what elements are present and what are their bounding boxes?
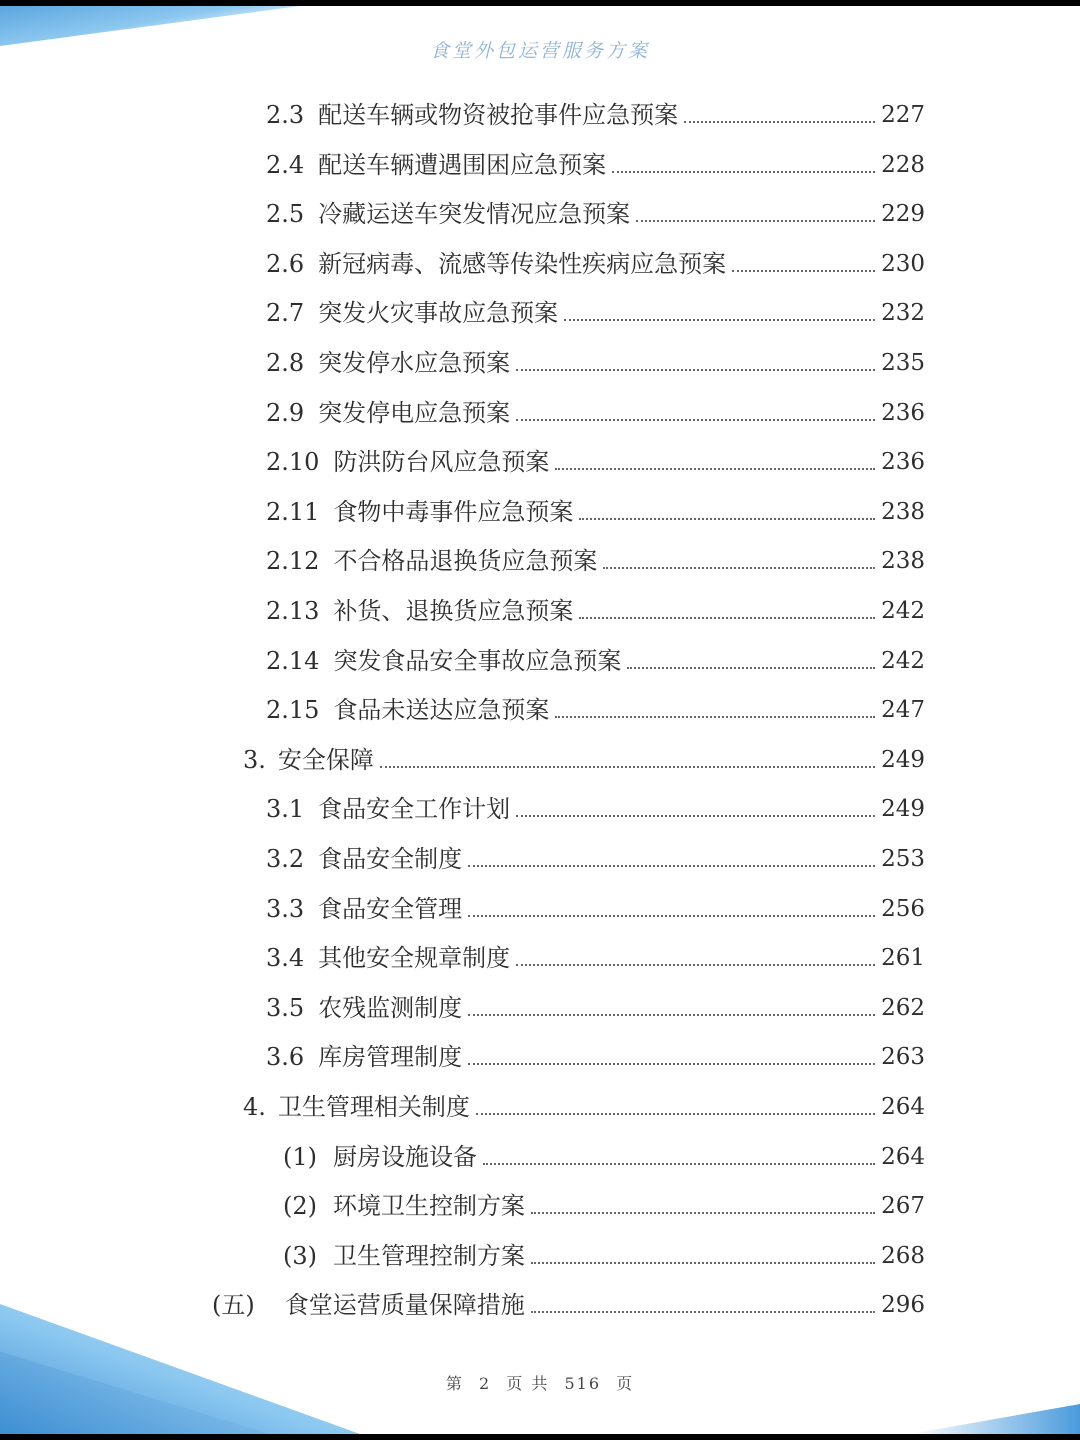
toc-entry-page-number: 249 <box>881 796 925 823</box>
toc-entry-page-number: 268 <box>881 1242 925 1269</box>
toc-dot-leader <box>516 815 875 817</box>
toc-entry-page-number: 232 <box>881 300 925 327</box>
toc-dot-leader <box>564 319 875 321</box>
toc-entry-title: 食品安全工作计划 <box>318 795 511 824</box>
toc-dot-leader <box>579 518 875 520</box>
toc-entry-title: 突发停电应急预案 <box>318 398 511 427</box>
toc-entry-title: 库房管理制度 <box>318 1043 463 1072</box>
toc-entry-number: 2.5 <box>266 200 305 229</box>
toc-dot-leader <box>531 1311 875 1313</box>
toc-entry-page-number: 230 <box>881 250 925 277</box>
toc-entry-page-number: 227 <box>881 102 925 128</box>
toc-dot-leader <box>603 567 875 569</box>
toc-entry-page-number: 238 <box>881 498 925 525</box>
toc-dot-leader <box>516 964 875 966</box>
footer-middle: 页 共 <box>506 1374 550 1393</box>
toc-dot-leader <box>732 270 875 272</box>
toc-dot-leader <box>516 419 875 421</box>
toc-entry-page-number: 242 <box>881 647 925 674</box>
toc-entry-number: (3) <box>283 1241 317 1270</box>
toc-entry-page-number: 228 <box>881 151 925 178</box>
toc-entry-title: 厨房设施设备 <box>333 1142 477 1171</box>
toc-entry-number: 2.11 <box>266 497 320 526</box>
toc-entry[interactable] <box>212 1280 925 1320</box>
toc-entry-page-number: 242 <box>881 598 925 624</box>
toc-entry-number: (五) <box>212 1291 255 1320</box>
toc-entry-number: 3.2 <box>266 845 305 873</box>
footer-suffix: 页 <box>616 1374 635 1393</box>
decorative-corner-bottom-right <box>910 1404 1080 1434</box>
toc-entry-number: 2.7 <box>266 299 305 328</box>
toc-entry[interactable] <box>266 685 925 725</box>
page-footer <box>0 1371 1080 1394</box>
toc-entry[interactable] <box>266 586 925 626</box>
toc-dot-leader <box>476 1113 875 1115</box>
toc-entry-page-number: 256 <box>881 895 925 922</box>
toc-dot-leader <box>555 468 875 470</box>
document-page <box>0 6 1080 1434</box>
toc-entry-page-number: 263 <box>881 1044 925 1071</box>
toc-entry-title: 食物中毒事件应急预案 <box>333 497 574 526</box>
toc-entry-title: 配送车辆或物资被抢事件应急预案 <box>318 101 679 129</box>
toc-dot-leader <box>531 1212 875 1214</box>
toc-entry[interactable] <box>266 437 925 477</box>
toc-entry-title: 防洪防台风应急预案 <box>333 448 550 477</box>
toc-entry[interactable] <box>266 239 925 279</box>
toc-entry-page-number: 296 <box>881 1292 925 1319</box>
toc-dot-leader <box>579 617 875 619</box>
toc-entry-number: 2.10 <box>266 448 320 477</box>
toc-entry-title: 食品未送达应急预案 <box>333 696 550 725</box>
toc-entry[interactable] <box>266 884 925 924</box>
toc-entry-page-number: 236 <box>881 399 925 426</box>
toc-entry[interactable] <box>283 1132 925 1172</box>
toc-entry-number: 2.8 <box>266 349 305 377</box>
toc-dot-leader <box>468 1063 875 1065</box>
toc-entry-page-number: 264 <box>881 1094 925 1120</box>
toc-entry-page-number: 262 <box>881 994 925 1021</box>
toc-entry-number: 2.3 <box>266 101 305 129</box>
toc-dot-leader <box>516 369 875 371</box>
toc-dot-leader <box>555 716 875 718</box>
toc-entry-number: 4. <box>243 1093 266 1121</box>
toc-entry-title: 食堂运营质量保障措施 <box>284 1291 525 1320</box>
toc-entry-page-number: 236 <box>881 449 925 476</box>
toc-entry-number: 3.4 <box>266 944 305 973</box>
toc-dot-leader <box>468 1014 875 1016</box>
toc-entry-page-number: 253 <box>881 846 925 872</box>
page-header-title: 食堂外包运营服务方案 <box>429 40 650 62</box>
toc-entry-title: 其他安全规章制度 <box>318 944 511 973</box>
toc-entry-title: 农残监测制度 <box>318 993 463 1022</box>
toc-entry[interactable] <box>266 388 925 428</box>
footer-prefix: 第 <box>445 1374 464 1393</box>
toc-dot-leader <box>612 171 875 173</box>
toc-entry-page-number: 247 <box>881 697 925 724</box>
toc-entry-number: 3.5 <box>266 993 305 1022</box>
toc-entry-title: 突发火灾事故应急预案 <box>318 299 559 328</box>
toc-entry-number: 2.4 <box>266 150 305 179</box>
toc-entry-title: 冷藏运送车突发情况应急预案 <box>318 200 631 229</box>
toc-entry[interactable] <box>266 834 925 874</box>
toc-entry-title: 食品安全制度 <box>318 845 463 873</box>
toc-entry[interactable] <box>266 983 925 1023</box>
toc-dot-leader <box>531 1262 875 1264</box>
footer-current-page: 2 <box>478 1374 492 1393</box>
toc-dot-leader <box>627 667 875 669</box>
toc-entry-title: 食品安全管理 <box>318 894 463 923</box>
toc-dot-leader <box>468 915 875 917</box>
toc-entry[interactable] <box>243 735 925 775</box>
toc-entry[interactable] <box>266 189 925 229</box>
toc-entry-number: 2.6 <box>266 249 305 278</box>
toc-entry-page-number: 229 <box>881 201 925 228</box>
toc-entry-page-number: 264 <box>881 1143 925 1170</box>
toc-entry[interactable] <box>283 1181 925 1221</box>
toc-entry-page-number: 238 <box>881 548 925 575</box>
toc-dot-leader <box>684 121 875 123</box>
toc-entry-page-number: 267 <box>881 1193 925 1220</box>
toc-entry[interactable] <box>266 140 925 180</box>
toc-entry-number: 2.15 <box>266 696 320 725</box>
toc-entry-title: 补货、退换货应急预案 <box>333 597 574 625</box>
toc-entry-title: 环境卫生控制方案 <box>333 1192 525 1221</box>
toc-entry-page-number: 249 <box>881 746 925 773</box>
toc-entry-number: (1) <box>283 1142 317 1171</box>
toc-entry-number: 2.14 <box>266 646 320 675</box>
toc-entry[interactable] <box>266 338 925 378</box>
toc-entry[interactable] <box>243 1082 925 1122</box>
toc-entry[interactable] <box>266 933 925 973</box>
toc-entry-number: 3. <box>243 745 266 774</box>
toc-entry-title: 不合格品退换货应急预案 <box>333 547 598 576</box>
toc-dot-leader <box>636 220 875 222</box>
toc-entry-number: 3.1 <box>266 795 305 824</box>
toc-entry[interactable] <box>266 1032 925 1072</box>
toc-entry-title: 安全保障 <box>277 745 374 774</box>
toc-entry[interactable] <box>266 784 925 824</box>
toc-entry-title: 卫生管理控制方案 <box>333 1241 525 1270</box>
toc-entry-number: 2.12 <box>266 547 320 576</box>
toc-entry[interactable] <box>266 487 925 527</box>
toc-entry[interactable] <box>266 90 925 130</box>
toc-entry-number: 2.13 <box>266 597 320 625</box>
toc-entry-number: 2.9 <box>266 398 305 427</box>
toc-entry-title: 突发停水应急预案 <box>318 349 511 377</box>
toc-dot-leader <box>380 766 875 768</box>
toc-entry-page-number: 261 <box>881 945 925 972</box>
toc-entry[interactable] <box>266 636 925 676</box>
toc-entry[interactable] <box>283 1231 925 1271</box>
toc-entry[interactable] <box>266 536 925 576</box>
toc-entry[interactable] <box>266 288 925 328</box>
toc-entry-title: 卫生管理相关制度 <box>277 1093 470 1121</box>
toc-entry-title: 配送车辆遭遇围困应急预案 <box>318 150 607 179</box>
toc-entry-number: (2) <box>283 1192 317 1221</box>
toc-entry-number: 3.3 <box>266 894 305 923</box>
toc-entry-title: 新冠病毒、流感等传染性疾病应急预案 <box>318 249 727 278</box>
footer-total-pages: 516 <box>564 1374 601 1393</box>
toc-entry-number: 3.6 <box>266 1043 305 1072</box>
toc-entry-title: 突发食品安全事故应急预案 <box>333 646 622 675</box>
toc-entry-page-number: 235 <box>881 350 925 376</box>
toc-dot-leader <box>468 865 875 867</box>
toc-dot-leader <box>483 1163 875 1165</box>
